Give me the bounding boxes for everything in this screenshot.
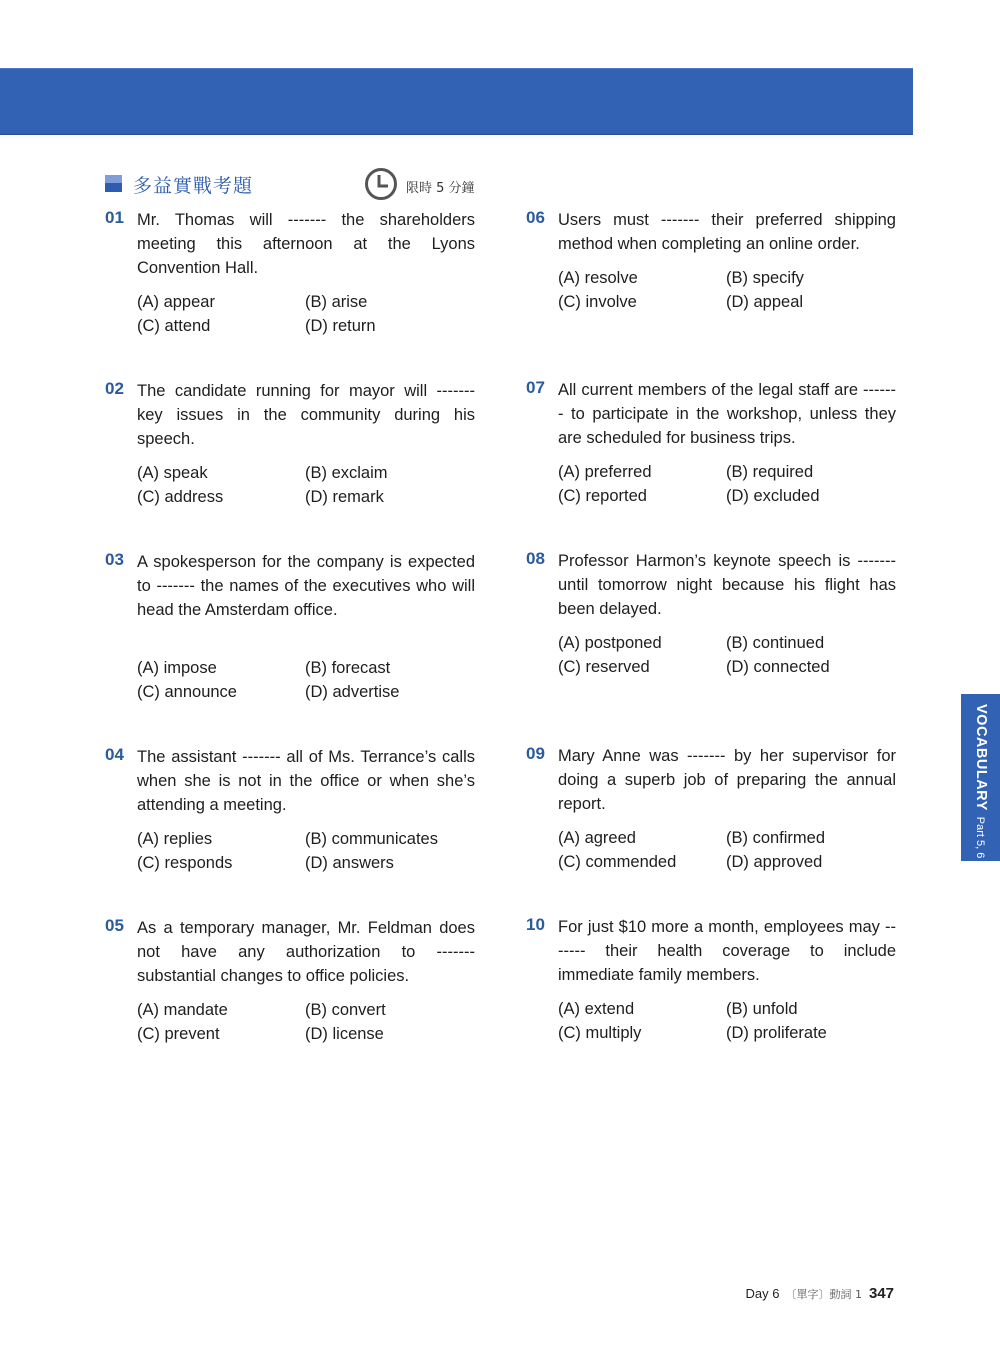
option-c[interactable]: (C) multiply	[558, 1024, 642, 1042]
side-tab-title: VOCABULARY	[973, 704, 989, 811]
question-number: 05	[105, 916, 124, 935]
top-color-band	[0, 68, 913, 135]
section-title: 多益實戰考題	[133, 175, 254, 197]
option-b[interactable]: (B) communicates	[305, 830, 438, 848]
question-text: The candidate running for mayor will ------- key issues in the community during his speech.	[137, 382, 475, 448]
option-c[interactable]: (C) reported	[558, 487, 647, 505]
option-b[interactable]: (B) required	[726, 463, 814, 481]
option-b[interactable]: (B) specify	[726, 269, 804, 287]
option-a[interactable]: (A) preferred	[558, 463, 652, 481]
question-text: A spokesperson for the company is expected to ------- the names of the executives who will head the Amsterdam office.	[137, 553, 475, 619]
question-number: 03	[105, 550, 124, 569]
question-number: 10	[526, 915, 545, 934]
option-b[interactable]: (B) convert	[305, 1001, 386, 1019]
option-b[interactable]: (B) confirmed	[726, 829, 826, 847]
section-header	[105, 170, 475, 200]
question-text: All current members of the legal staff are ------- to participate in the workshop, unless they are scheduled for business trips.	[558, 381, 896, 447]
option-d[interactable]: (D) license	[305, 1025, 384, 1043]
option-d[interactable]: (D) excluded	[726, 487, 820, 505]
option-d[interactable]: (D) approved	[726, 853, 823, 871]
option-c[interactable]: (C) commended	[558, 853, 677, 871]
side-tab-label	[972, 704, 990, 858]
option-d[interactable]: (D) advertise	[305, 683, 400, 701]
footer-chapter: 〔單字〕動詞 1	[785, 1288, 862, 1301]
option-b[interactable]: (B) forecast	[305, 659, 391, 677]
question-number: 09	[526, 744, 545, 763]
question-text: For just $10 more a month, employees may ------- their health coverage to include immediate family members.	[558, 918, 896, 984]
option-c[interactable]: (C) attend	[137, 317, 211, 335]
question-text: Mary Anne was ------- by her supervisor for doing a superb job of preparing the annual report.	[558, 747, 896, 813]
vocabulary-side-tab[interactable]	[961, 694, 1000, 861]
option-c[interactable]: (C) prevent	[137, 1025, 220, 1043]
option-d[interactable]: (D) appeal	[726, 293, 804, 311]
option-a[interactable]: (A) postponed	[558, 634, 662, 652]
question-text: As a temporary manager, Mr. Feldman does not have any authorization to ------- substantial changes to office policies.	[137, 919, 475, 985]
option-b[interactable]: (B) continued	[726, 634, 825, 652]
question-number: 07	[526, 378, 545, 397]
side-tab-subtitle: Part 5, 6	[974, 816, 986, 859]
option-a[interactable]: (A) impose	[137, 659, 217, 677]
option-d[interactable]: (D) remark	[305, 488, 384, 506]
option-c[interactable]: (C) address	[137, 488, 224, 506]
option-c[interactable]: (C) announce	[137, 683, 237, 701]
option-a[interactable]: (A) replies	[137, 830, 213, 848]
question-text: Users must ------- their preferred shipping method when completing an online order.	[558, 211, 896, 253]
option-b[interactable]: (B) unfold	[726, 1000, 798, 1018]
question-number: 01	[105, 208, 124, 227]
page-footer	[746, 1285, 895, 1302]
option-d[interactable]: (D) return	[305, 317, 376, 335]
question-number: 04	[105, 745, 124, 764]
footer-day: Day 6	[745, 1286, 780, 1301]
clock-icon	[364, 167, 398, 201]
option-c[interactable]: (C) involve	[558, 293, 637, 311]
section-square-icon	[105, 175, 122, 192]
option-a[interactable]: (A) resolve	[558, 269, 638, 287]
question-text: Professor Harmon’s keynote speech is ------- until tomorrow night because his flight has been delayed.	[558, 552, 896, 618]
option-a[interactable]: (A) speak	[137, 464, 208, 482]
question-number: 08	[526, 549, 545, 568]
option-d[interactable]: (D) connected	[726, 658, 830, 676]
option-d[interactable]: (D) answers	[305, 854, 394, 872]
option-a[interactable]: (A) mandate	[137, 1001, 228, 1019]
question-text: The assistant ------- all of Ms. Terrance’s calls when she is not in the office or when she’s attending a meeting.	[137, 748, 475, 814]
option-a[interactable]: (A) appear	[137, 293, 215, 311]
option-b[interactable]: (B) exclaim	[305, 464, 388, 482]
question-text: Mr. Thomas will ------- the shareholders meeting this afternoon at the Lyons Convention Hall.	[137, 211, 475, 277]
option-a[interactable]: (A) extend	[558, 1000, 635, 1018]
option-b[interactable]: (B) arise	[305, 293, 368, 311]
option-c[interactable]: (C) responds	[137, 854, 233, 872]
question-number: 06	[526, 208, 545, 227]
option-c[interactable]: (C) reserved	[558, 658, 650, 676]
question-number: 02	[105, 379, 124, 398]
option-a[interactable]: (A) agreed	[558, 829, 636, 847]
time-limit-label: 限時 5 分鐘	[406, 181, 475, 196]
option-d[interactable]: (D) proliferate	[726, 1024, 827, 1042]
page-number: 347	[868, 1285, 894, 1302]
